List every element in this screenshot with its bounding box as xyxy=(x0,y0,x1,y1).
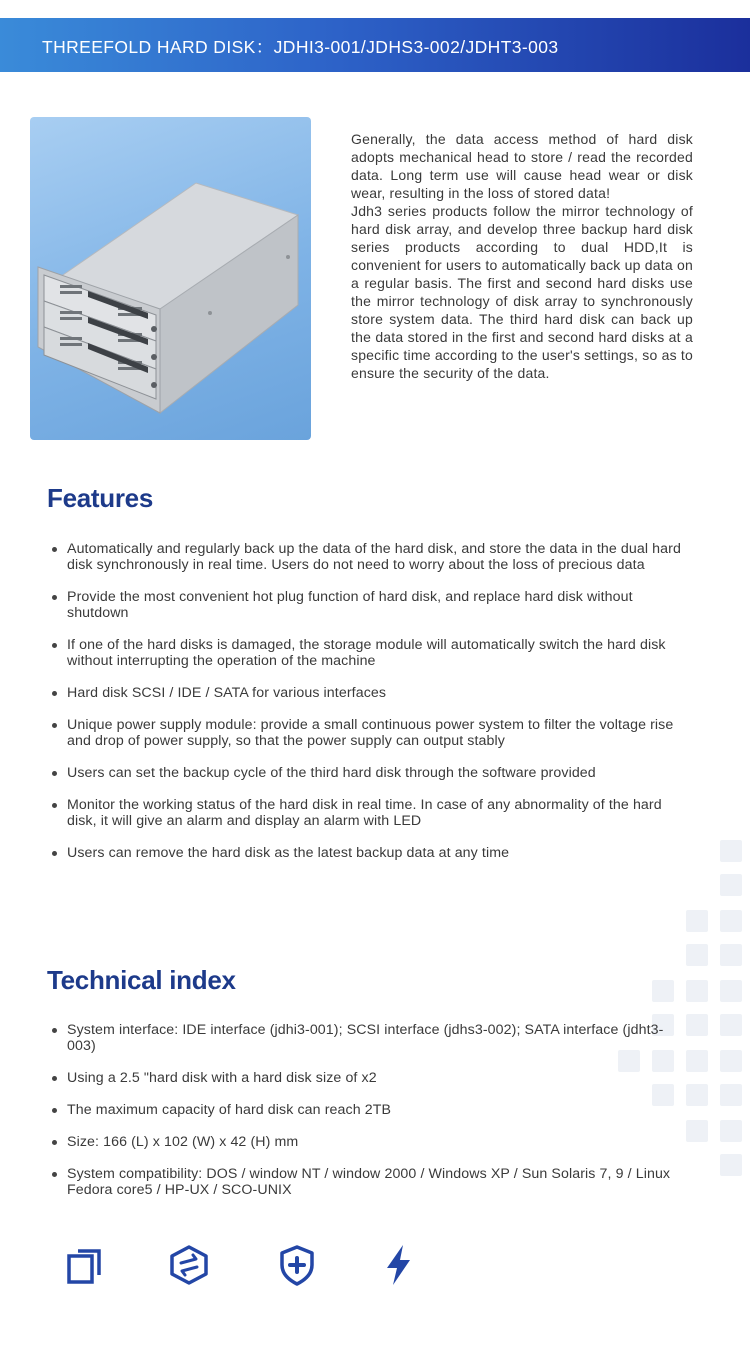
technical-list xyxy=(48,1022,688,1214)
copy-icon xyxy=(64,1243,106,1287)
product-image xyxy=(30,117,311,440)
sync-shield-icon xyxy=(168,1243,210,1287)
list-item: The maximum capacity of hard disk can reach 2TB xyxy=(48,1102,688,1118)
title-banner xyxy=(0,18,750,72)
intro-paragraph: Jdh3 series products follow the mirror technology of hard disk array, and develop three backup hard disk series products according to dual HDD,It is convenient for users to automatically back up data on a regular basis. The first and second hard disks use the mirror technology of disk array to synchronously store system data. The third hard disk can back up the data stored in the first and second hard disks at a specific time according to the user's settings, so as to ensure the security of the data. xyxy=(351,203,693,381)
list-item: Using a 2.5 "hard disk with a hard disk size of x2 xyxy=(48,1070,688,1086)
list-item: Users can remove the hard disk as the latest backup data at any time xyxy=(48,845,688,861)
intro-text xyxy=(351,130,693,382)
lightning-icon xyxy=(378,1243,420,1287)
hard-disk-enclosure-illustration xyxy=(30,117,311,440)
page-title: THREEFOLD HARD DISK：JDHI3-001/JDHS3-002/JDHT3-003 xyxy=(42,37,559,57)
list-item: If one of the hard disks is damaged, the storage module will automatically switch the hard disk without interrupting the operation of the machine xyxy=(48,637,688,669)
shield-plus-icon xyxy=(276,1243,318,1287)
list-item: Hard disk SCSI / IDE / SATA for various interfaces xyxy=(48,685,688,701)
feature-icons xyxy=(0,1243,750,1287)
list-item: Size: 166 (L) x 102 (W) x 42 (H) mm xyxy=(48,1134,688,1150)
list-item: Monitor the working status of the hard disk in real time. In case of any abnormality of the hard disk, it will give an alarm and display an alarm with LED xyxy=(48,797,688,829)
technical-heading: Technical index xyxy=(47,965,236,995)
features-list xyxy=(48,541,688,877)
list-item: System interface: IDE interface (jdhi3-001); SCSI interface (jdhs3-002); SATA interface (jdht3-003) xyxy=(48,1022,688,1054)
features-heading: Features xyxy=(47,483,153,513)
list-item: Provide the most convenient hot plug function of hard disk, and replace hard disk without shutdown xyxy=(48,589,688,621)
list-item: Automatically and regularly back up the data of the hard disk, and store the data in the dual hard disk synchronously in real time. Users do not need to worry about the loss of precious data xyxy=(48,541,688,573)
list-item: Unique power supply module: provide a small continuous power system to filter the voltage rise and drop of power supply, so that the power supply can output stably xyxy=(48,717,688,749)
intro-paragraph: Generally, the data access method of hard disk adopts mechanical head to store / read the recorded data. Long term use will cause head wear or disk wear, resulting in the loss of stored data! xyxy=(351,131,693,201)
list-item: System compatibility: DOS / window NT / window 2000 / Windows XP / Sun Solaris 7, 9 / Linux Fedora core5 / HP-UX / SCO-UNIX xyxy=(48,1166,688,1198)
list-item: Users can set the backup cycle of the third hard disk through the software provided xyxy=(48,765,688,781)
